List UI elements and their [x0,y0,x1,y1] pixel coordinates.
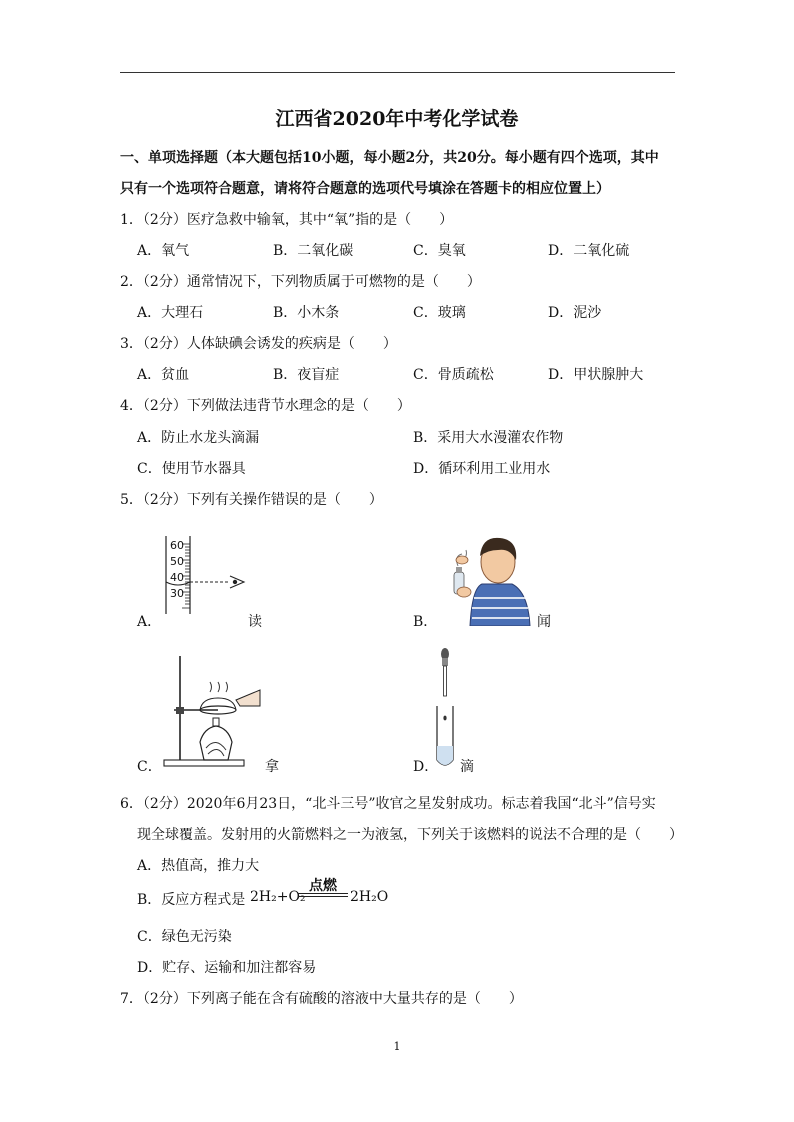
q4-option-c[interactable]: C．使用节水器具 [137,461,246,477]
question-7-stem: 7．（2分）下列离子能在含有硫酸的溶液中大量共存的是（ ） [120,991,523,1007]
q5-caption-drop: 滴 [460,759,474,775]
cylinder-tick-30: 30 [170,587,184,600]
q2-option-d[interactable]: D．泥沙 [548,305,602,321]
equation-left: 2H₂+O₂ [250,889,306,905]
alcohol-lamp-figure [160,652,265,770]
q2-option-c[interactable]: C．玻璃 [413,305,466,321]
question-2-stem: 2．（2分）通常情况下，下列物质属于可燃物的是（ ） [120,274,481,290]
section-heading-line1: 一、单项选择题（本大题包括10小题，每小题2分，共20分。每小题有四个选项，其中 [120,150,659,166]
q3-option-a[interactable]: A．贫血 [137,367,190,383]
q5-caption-smell: 闻 [537,614,551,630]
q5-caption-read: 读 [248,614,262,630]
header-rule [120,72,675,73]
q4-option-d[interactable]: D．循环利用工业用水 [413,461,551,477]
q3-option-c[interactable]: C．骨质疏松 [413,367,494,383]
question-6-stem-line2: 现全球覆盖。发射用的火箭燃料之一为液氢，下列关于该燃料的说法不合理的是（ ） [137,827,683,843]
q3-option-b[interactable]: B．夜盲症 [273,367,340,383]
question-3-stem: 3．（2分）人体缺碘会诱发的疾病是（ ） [120,336,397,352]
section-heading-line2: 只有一个选项符合题意，请将符合题意的选项代号填涂在答题卡的相应位置上） [120,181,610,197]
smelling-figure [432,526,532,626]
q1-option-d[interactable]: D．二氧化硫 [548,243,630,259]
q2-option-b[interactable]: B．小木条 [273,305,340,321]
q6-option-c[interactable]: C．绿色无污染 [137,929,232,945]
page-number: 1 [393,1040,401,1053]
q3-option-d[interactable]: D．甲状腺肿大 [548,367,644,383]
q2-option-a[interactable]: A．大理石 [137,305,204,321]
q4-option-b[interactable]: B．采用大水漫灌农作物 [413,430,564,446]
q1-option-c[interactable]: C．臭氧 [413,243,466,259]
q1-option-a[interactable]: A．氧气 [137,243,190,259]
equation-right: 2H₂O [350,889,389,905]
question-1-stem: 1．（2分）医疗急救中输氧，其中“氧”指的是（ ） [120,212,454,228]
cylinder-tick-40: 40 [170,571,184,584]
equation-condition: 点燃 [309,878,337,894]
q5-option-a[interactable]: A． [137,614,162,630]
q5-caption-take: 拿 [265,759,279,775]
q4-option-a[interactable]: A．防止水龙头滴漏 [137,430,260,446]
question-4-stem: 4．（2分）下列做法违背节水理念的是（ ） [120,398,411,414]
question-5-stem: 5．（2分）下列有关操作错误的是（ ） [120,492,383,508]
q6-option-b[interactable]: B．反应方程式是 [137,892,246,908]
q6-option-d[interactable]: D．贮存、运输和加注都容易 [137,960,317,976]
cylinder-tick-50: 50 [170,555,184,568]
q1-option-b[interactable]: B．二氧化碳 [273,243,354,259]
q6-option-a[interactable]: A．热值高，推力大 [137,858,260,874]
dropper-test-tube-figure [430,646,460,770]
q5-option-b[interactable]: B． [413,614,438,630]
equation-arrow-line-2 [298,896,348,897]
page-title: 江西省2020年中考化学试卷 [275,108,519,130]
cylinder-tick-60: 60 [170,539,184,552]
q5-option-d[interactable]: D． [413,759,439,775]
question-6-stem-line1: 6．（2分）2020年6月23日，“北斗三号”收官之星发射成功。标志着我国“北斗”信号实 [120,796,656,812]
equation-arrow-line-1 [298,893,348,894]
q5-option-c[interactable]: C． [137,759,162,775]
